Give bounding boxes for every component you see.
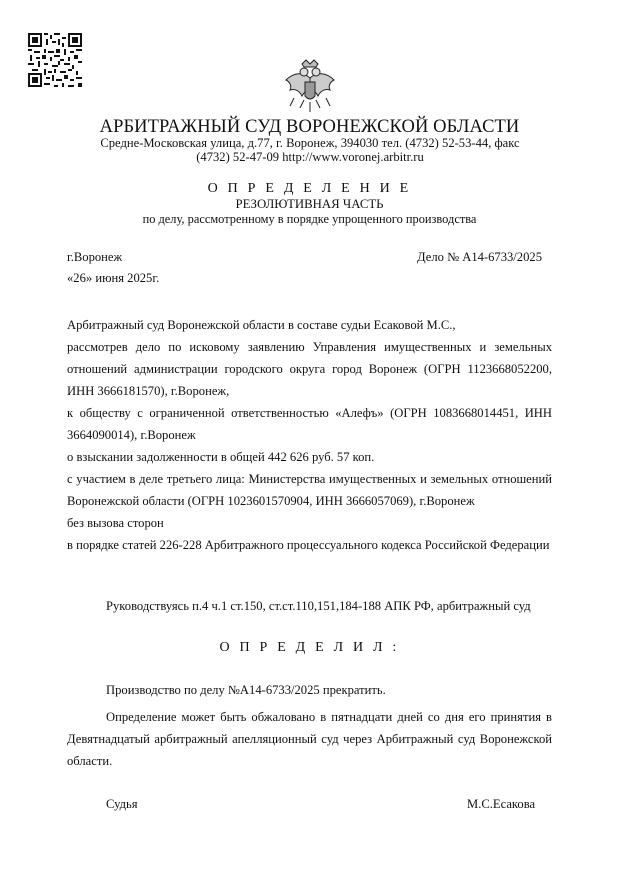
document-subtitle: РЕЗОЛЮТИВНАЯ ЧАСТЬ [235, 197, 384, 211]
defendant-paragraph: к обществу с ограниченной ответственностью «Алефъ» (ОГРН 1083668014451, ИНН 3664090014), г.Воронеж [67, 406, 552, 442]
appeal-paragraph: Определение может быть обжаловано в пятнадцати дней со дня его принятия в Девятнадцатый арбитражный апелляционный суд через Арбитражный суд Воронежской области. [67, 710, 552, 768]
case-details [67, 314, 552, 556]
claim-amount: о взыскании задолженности в общей 442 626 руб. 57 коп. [67, 450, 375, 464]
decision-item-2 [67, 706, 552, 772]
guided-by-statement: Руководствуясь п.4 ч.1 ст.150, ст.ст.110,151,184-188 АПК РФ, арбитражный суд [106, 599, 531, 613]
procedure-paragraph: в порядке статей 226-228 Арбитражного процессуального кодекса Российской Федерации [67, 538, 550, 552]
court-name: АРБИТРАЖНЫЙ СУД ВОРОНЕЖСКОЙ ОБЛАСТИ [99, 117, 520, 137]
coat-of-arms-icon [280, 58, 340, 116]
decision-item-1: Производство по делу №А14-6733/2025 прекратить. [106, 683, 386, 697]
address-line-1: Средне-Московская улица, д.77, г. Воронеж, 394030 тел. (4732) 52-53-44, факс [100, 136, 520, 150]
plaintiff-paragraph: рассмотрев дело по исковому заявлению Управления имущественных и земельных отношений администрации городского округа город Воронеж (ОГРН 1123668052200, ИНН 3666181570), г.Воронеж, [67, 340, 552, 398]
no-parties-summoned: без вызова сторон [67, 516, 164, 530]
court-address [60, 136, 560, 164]
issue-date: «26» июня 2025г. [67, 271, 160, 285]
third-party-paragraph: с участием в деле третьего лица: Министерства имущественных и земельных отношений Воронежской области (ОГРН 1023601570904, ИНН 3666057069), г.Воронеж [67, 472, 552, 508]
decision-heading: О П Р Е Д Е Л И Л : [219, 640, 400, 655]
address-line-2: (4732) 52-47-09 http://www.voronej.arbitr.ru [196, 150, 424, 164]
document-procedure: по делу, рассмотренному в порядке упрощенного производства [142, 212, 477, 226]
qr-code-icon [28, 33, 82, 87]
place-of-issue: г.Воронеж [67, 250, 123, 264]
judge-name: М.С.Есакова [467, 797, 536, 811]
judge-label: Судья [106, 797, 138, 811]
document-type: О П Р Е Д Е Л Е Н И Е [207, 181, 412, 196]
court-composition: Арбитражный суд Воронежской области в составе судьи Есаковой М.С., [67, 318, 456, 332]
case-number: Дело № А14-6733/2025 [417, 250, 542, 264]
